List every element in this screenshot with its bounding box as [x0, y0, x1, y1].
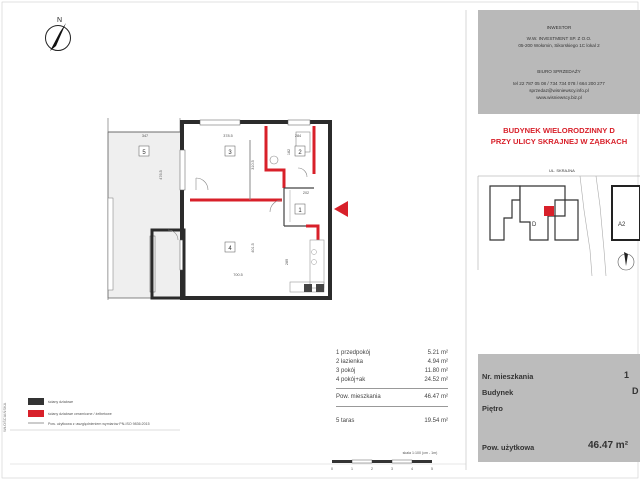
floor-plan — [108, 118, 348, 300]
scale-tick: 5 — [431, 467, 433, 471]
building-label: D — [532, 222, 537, 228]
dimension: 378.5 — [223, 134, 233, 138]
area-value: 46.47 m² — [588, 440, 629, 451]
divider — [336, 388, 448, 389]
north-label: N — [57, 17, 63, 24]
dimension: 310.5 — [251, 160, 255, 170]
sales-email: sprzedaz@wisniewscy.info.pl — [529, 88, 589, 93]
scale-tick: 2 — [371, 467, 373, 471]
building-label: Budynek — [482, 388, 514, 397]
room-area: 24.52 m² — [424, 377, 448, 383]
dimension: 284 — [294, 134, 302, 138]
compass-icon — [46, 17, 71, 51]
total-label: Pow. mieszkania — [336, 394, 381, 400]
room-number: 3 — [228, 150, 232, 156]
dimension: 202 — [302, 191, 310, 195]
entrance-arrow-icon — [334, 201, 348, 217]
room-area: 11.80 m² — [424, 368, 448, 374]
dimension: 476.5 — [159, 170, 163, 180]
terrace-area — [108, 132, 182, 298]
scale-tick: 4 — [411, 467, 413, 471]
room-number: 2 — [298, 150, 302, 156]
investor-company: W.W. INVESTMENT SP. Z O.O. — [526, 36, 592, 41]
dimension: 347 — [141, 134, 149, 138]
divider — [336, 406, 448, 407]
floor-label: Piętro — [482, 404, 503, 413]
sales-website: www.wisniewscy.biz.pl — [536, 95, 582, 100]
room-area: 4.94 m² — [427, 359, 448, 365]
investor-heading: INWESTOR — [546, 25, 572, 30]
scale-tick: 0 — [331, 467, 333, 471]
scale-tick: 3 — [391, 467, 393, 471]
room-list — [336, 350, 456, 440]
legend-text: ściany działowe ceramiczne / żelbetowe — [48, 412, 112, 416]
total-area: 46.47 m² — [424, 394, 448, 400]
dimension: 700.5 — [233, 273, 243, 277]
legend-text: Pow. użytkowa z uwzględnieniem wymiarów PN-ISO 9836:2015 — [48, 422, 150, 426]
scale-tick: 1 — [351, 467, 353, 471]
scale-bar — [332, 460, 432, 463]
terrace-area: 19.54 m² — [424, 418, 448, 424]
project-title-line1: BUDYNEK WIELORODZINNY D — [503, 126, 615, 135]
dimension: 182 — [287, 148, 291, 156]
investor-box — [478, 10, 640, 114]
site-plan — [478, 176, 640, 276]
room-name: 3 pokój — [336, 368, 356, 374]
legend-text: ściany działowe — [48, 400, 74, 404]
room-number: 5 — [142, 150, 146, 156]
investor-address: 05-200 Wołomin, Sikorskiego 1C lokal 2 — [518, 43, 600, 48]
terrace-name: 5 taras — [336, 418, 355, 424]
sales-heading: BIURO SPRZEDAŻY — [537, 69, 581, 74]
project-title — [478, 125, 640, 147]
room-number: 4 — [228, 246, 232, 252]
dimension: 289 — [285, 258, 289, 266]
dimension: 401.5 — [251, 243, 255, 253]
room-number: 1 — [298, 208, 302, 214]
area-label: Pow. użytkowa — [482, 443, 535, 452]
apartment-value: 1 — [624, 370, 630, 380]
legend — [28, 398, 44, 423]
room-area: 5.21 m² — [427, 350, 448, 356]
project-title-line2: PRZY ULICY SKRAJNEJ W ZĄBKACH — [490, 137, 628, 146]
room-name: 1 przedpokój — [336, 350, 371, 356]
apartment-label: Nr. mieszkania — [482, 372, 534, 381]
room-name: 2 łazienka — [336, 359, 364, 365]
building-label: A2 — [618, 222, 626, 228]
room-name: 4 pokój+ak — [336, 377, 366, 383]
outer-walls — [182, 122, 330, 298]
sales-phones: tel 22 787 05 08 / 734 734 078 / 664 200 277 — [513, 81, 605, 86]
info-box — [478, 354, 640, 462]
street-label: UL. SKRAJNA — [549, 168, 575, 173]
building-value: D — [632, 386, 639, 396]
side-text: WŁOŚCIAŃSKA — [2, 402, 7, 432]
scale-label: skala 1:100 (cm - 1m) — [402, 451, 438, 455]
